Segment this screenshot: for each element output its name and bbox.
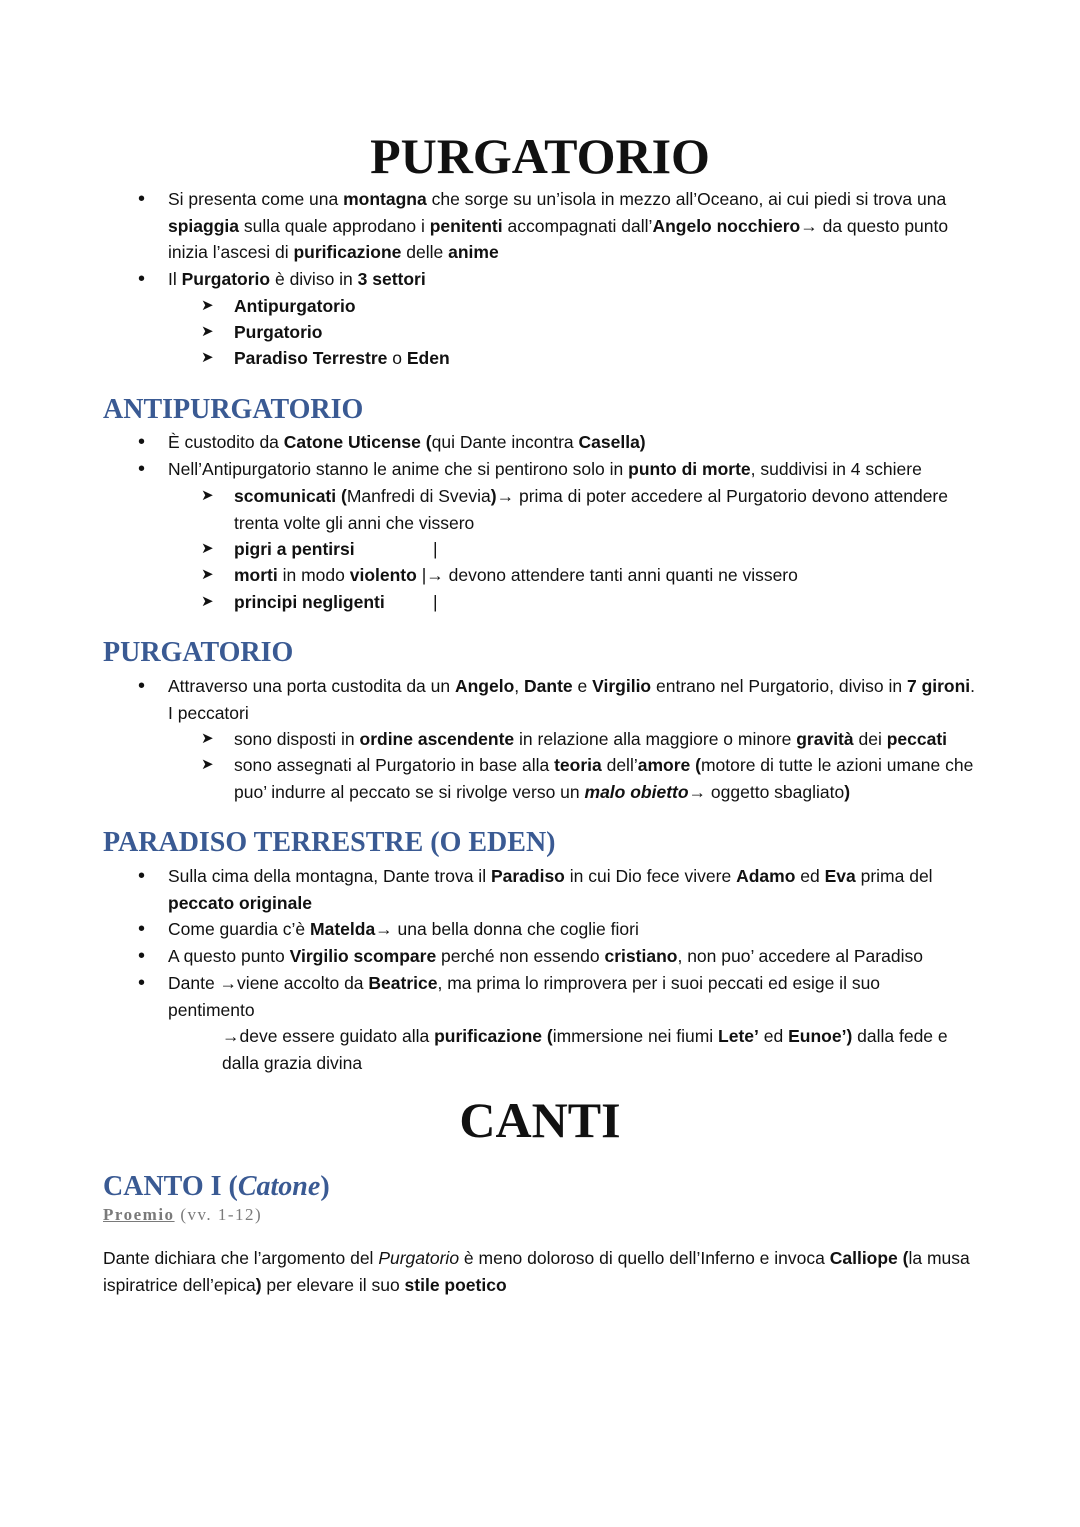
term: amore bbox=[637, 755, 691, 775]
term: spiaggia bbox=[168, 215, 239, 236]
section-heading: PURGATORIO bbox=[103, 637, 294, 668]
text: ed bbox=[758, 1026, 789, 1046]
term: scomunicati ( bbox=[234, 486, 347, 506]
text: Attraverso una porta custodita da un bbox=[168, 676, 455, 696]
sub-item bbox=[201, 562, 981, 589]
arrowhead-icon: ➤ bbox=[201, 756, 214, 773]
section-heading: PARADISO TERRESTRE (O EDEN) bbox=[103, 827, 556, 858]
text: e bbox=[572, 676, 593, 696]
list-item bbox=[168, 916, 978, 943]
bullet-icon bbox=[138, 970, 148, 997]
sub-item bbox=[201, 345, 981, 372]
term: Beatrice bbox=[368, 973, 438, 993]
term: Matelda→ bbox=[310, 919, 393, 939]
term: anime bbox=[448, 242, 499, 262]
term: Lete’ bbox=[718, 1026, 759, 1046]
text: Dante →viene accolto da bbox=[168, 973, 369, 993]
text: entrano nel Purgatorio, diviso in bbox=[651, 676, 907, 696]
term: principi negligenti bbox=[234, 592, 385, 612]
text: oggetto sbagliato bbox=[706, 781, 845, 802]
term: Adamo bbox=[736, 866, 796, 886]
text: Catone bbox=[237, 1171, 321, 1202]
term: peccato originale bbox=[168, 892, 312, 913]
sub-item bbox=[201, 536, 981, 563]
term: Paradiso bbox=[490, 866, 565, 886]
term: Paradiso Terrestre bbox=[234, 348, 388, 368]
text: delle bbox=[401, 242, 449, 262]
term: ) bbox=[844, 781, 851, 802]
page-title: PURGATORIO bbox=[370, 128, 710, 184]
text: →deve essere guidato alla bbox=[222, 1026, 435, 1046]
list-item bbox=[168, 186, 978, 266]
text: Come guardia c’è bbox=[168, 919, 311, 939]
text: che sorge su un’isola in mezzo all’Oceano, ai cui piedi si trova una bbox=[426, 189, 947, 209]
text: dei bbox=[853, 729, 887, 749]
arrowhead-icon: ➤ bbox=[201, 349, 214, 366]
text: per elevare il suo bbox=[261, 1274, 405, 1295]
text: Il bbox=[168, 269, 182, 289]
text: accompagnati dall’ bbox=[502, 215, 653, 236]
separator: | bbox=[433, 539, 438, 559]
text: qui Dante incontra bbox=[431, 432, 579, 452]
term: punto di morte bbox=[628, 459, 751, 479]
text: → da questo punto inizia l’ascesi di bbox=[168, 215, 949, 262]
term: Virgilio scompare bbox=[289, 946, 437, 966]
canti-title: CANTI bbox=[459, 1092, 621, 1148]
term: ordine ascendente bbox=[359, 729, 515, 749]
term: ) bbox=[255, 1274, 262, 1295]
text: in modo bbox=[277, 565, 350, 585]
text: Manfredi di Svevia bbox=[346, 486, 491, 506]
text: Purgatorio bbox=[378, 1248, 460, 1268]
bullet-icon bbox=[138, 916, 148, 943]
term: Eden bbox=[406, 348, 450, 368]
text: È custodito da bbox=[168, 432, 284, 452]
text: Sulla cima della montagna, Dante trova il bbox=[168, 866, 491, 886]
sub-item bbox=[201, 752, 981, 805]
term: Eunoe’) bbox=[788, 1026, 853, 1046]
text: Proemio bbox=[103, 1205, 175, 1224]
term: Purgatorio bbox=[181, 269, 271, 289]
arrowhead-icon: ➤ bbox=[201, 323, 214, 340]
term: ( bbox=[690, 755, 701, 775]
list-item bbox=[168, 429, 978, 456]
text: ) bbox=[320, 1171, 330, 1202]
sub-item bbox=[201, 293, 981, 320]
term: violento bbox=[349, 565, 417, 585]
arrowhead-icon: ➤ bbox=[201, 593, 214, 610]
text: ed bbox=[795, 866, 825, 886]
term: Catone Uticense bbox=[283, 432, 421, 452]
term: stile poetico bbox=[404, 1274, 507, 1295]
text: sono disposti in bbox=[234, 729, 360, 749]
text: perché non essendo bbox=[436, 946, 605, 966]
text: A questo punto bbox=[168, 946, 290, 966]
text: sono assegnati al Purgatorio in base alla bbox=[234, 755, 555, 775]
text: in cui Dio fece vivere bbox=[564, 866, 737, 886]
term: Virgilio bbox=[592, 676, 652, 696]
list-item bbox=[168, 673, 978, 726]
text: (vv. 1-12) bbox=[174, 1205, 263, 1224]
text: dell’ bbox=[601, 755, 638, 775]
sub-item bbox=[201, 319, 981, 346]
text: motore di tutte le azioni umane che puo’ indurre al peccato se si rivolge verso un bbox=[234, 755, 974, 802]
text: o bbox=[387, 348, 407, 368]
term: montagna bbox=[343, 189, 427, 209]
text: Nell’Antipurgatorio stanno le anime che si pentirono solo in bbox=[168, 459, 629, 479]
term: pigri a pentirsi bbox=[234, 539, 355, 559]
sub-item bbox=[201, 726, 981, 753]
term: purificazione bbox=[434, 1026, 543, 1046]
arrowhead-icon: ➤ bbox=[201, 540, 214, 557]
canto-paragraph bbox=[103, 1245, 983, 1298]
term: morti bbox=[234, 565, 278, 585]
text: in relazione alla maggiore o minore bbox=[514, 729, 797, 749]
canto-subheading bbox=[103, 1205, 262, 1225]
term: peccati bbox=[886, 729, 948, 749]
term: penitenti bbox=[429, 215, 503, 236]
term: Angelo nocchiero bbox=[652, 215, 801, 236]
term: 7 gironi bbox=[906, 676, 971, 696]
term: malo obietto bbox=[584, 781, 689, 802]
arrowhead-icon: ➤ bbox=[201, 730, 214, 747]
section-heading: ANTIPURGATORIO bbox=[103, 394, 364, 425]
term: ( bbox=[897, 1248, 909, 1268]
bullet-icon bbox=[138, 456, 148, 483]
term: 3 settori bbox=[357, 269, 426, 289]
list-item bbox=[168, 266, 978, 293]
list-item bbox=[168, 456, 978, 483]
text: , non puo’ accedere al Paradiso bbox=[677, 946, 923, 966]
text: sulla quale approdano i bbox=[239, 215, 430, 236]
text: prima di poter accedere al Purgatorio devono attendere trenta volte gli anni che vissero bbox=[234, 486, 948, 533]
list-item bbox=[168, 943, 978, 970]
term: ( bbox=[542, 1026, 553, 1046]
sub-item bbox=[201, 483, 981, 536]
term: ( bbox=[420, 432, 432, 452]
term: gravità bbox=[796, 729, 854, 749]
text: , bbox=[514, 676, 525, 696]
term: Eva bbox=[824, 866, 856, 886]
term: Angelo bbox=[454, 676, 515, 696]
term: Calliope bbox=[829, 1248, 898, 1268]
text: prima del bbox=[855, 866, 933, 886]
separator: | bbox=[433, 592, 438, 612]
text: CANTO I ( bbox=[103, 1171, 238, 1202]
text: è meno doloroso di quello dell’Inferno e invoca bbox=[459, 1248, 830, 1268]
term: cristiano bbox=[604, 946, 678, 966]
sub-item bbox=[201, 589, 981, 616]
text: la musa ispiratrice dell’epica bbox=[103, 1248, 970, 1295]
term: teoria bbox=[554, 755, 602, 775]
text: , suddivisi in 4 schiere bbox=[750, 459, 922, 479]
list-item bbox=[168, 863, 978, 916]
text: dalla fede e dalla grazia divina bbox=[222, 1026, 948, 1073]
term: purificazione bbox=[293, 242, 402, 262]
text: . I peccatori bbox=[168, 676, 976, 723]
arrowhead-icon: ➤ bbox=[201, 487, 214, 504]
arrowhead-icon: ➤ bbox=[201, 297, 214, 314]
bullet-icon bbox=[138, 943, 148, 970]
list-item bbox=[168, 970, 928, 1023]
term: Antipurgatorio bbox=[234, 296, 356, 316]
canto-heading bbox=[103, 1170, 330, 1204]
term: → bbox=[688, 781, 707, 802]
arrowhead-icon: ➤ bbox=[201, 566, 214, 583]
bullet-icon bbox=[138, 429, 148, 456]
list-item bbox=[222, 1023, 982, 1076]
bullet-icon bbox=[138, 673, 148, 700]
bullet-icon bbox=[138, 186, 148, 213]
text: |→ devono attendere tanti anni quanti ne vissero bbox=[416, 565, 798, 585]
text: , ma prima lo rimprovera per i suoi peccati ed esige il suo pentimento bbox=[168, 973, 881, 1020]
text: è diviso in bbox=[270, 269, 358, 289]
term: Casella) bbox=[578, 432, 646, 452]
bullet-icon bbox=[138, 863, 148, 890]
term: Dante bbox=[524, 676, 573, 696]
text: Dante dichiara che l’argomento del bbox=[103, 1248, 379, 1268]
text: una bella donna che coglie fiori bbox=[392, 919, 639, 939]
bullet-icon bbox=[138, 266, 148, 293]
term: Purgatorio bbox=[234, 322, 323, 342]
text: immersione nei fiumi bbox=[552, 1026, 719, 1046]
term: )→ bbox=[490, 486, 515, 506]
text: Si presenta come una bbox=[168, 189, 344, 209]
